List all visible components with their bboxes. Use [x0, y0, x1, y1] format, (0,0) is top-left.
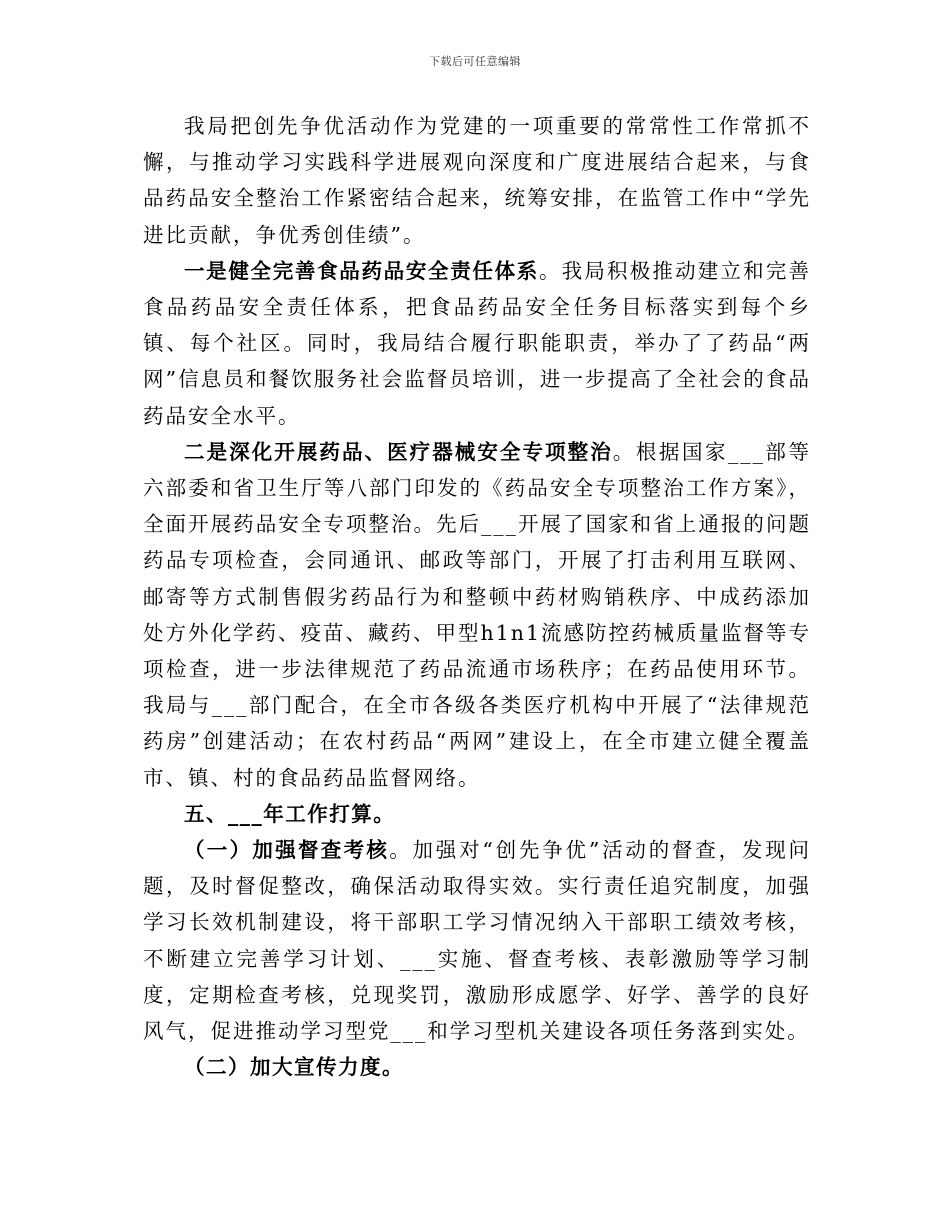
paragraph-text: 。加强对“创先争优”活动的督查，发现问题，及时督促整改，确保活动取得实效。实行责任追究制度，加强学习长效机制建设，将干部职工学习情况纳入干部职工绩效考核，不断建立完善学习计划、___实施、督查考核、表彰激励等学习制度，定期检查考核，兑现奖罚，激励形成愿学、好学、善学的良好风气，促进推动学习型党___和学习型机关建设各项任务落到实处。 [143, 838, 812, 1044]
page-header: 下载后可任意编辑 [429, 55, 521, 68]
paragraph-text: 。根据国家___部等六部委和省卫生厅等八部门印发的《药品安全专项整治工作方案》，全面开展药品安全专项整治。先后___开展了国家和省上通报的问题药品专项检查，会同通讯、邮政等部门，开展了打击利用互联网、邮寄等方式制售假劣药品行为和整顿中药材购销秩序、中成药添加处方外化学药、疫苗、藏药、甲型h1n1流感防控药械质量监督等专项检查，进一步法律规范了药品流通市场秩序；在药品使用环节。我局与___部门配合，在全市各级各类医疗机构中开展了“法律规范药房”创建活动；在农村药品“两网”建设上，在全市建立健全覆盖市、镇、村的食品药品监督网络。 [143, 439, 812, 790]
paragraph-text: 我局把创先争优活动作为党建的一项重要的常常性工作常抓不懈，与推动学习实践科学进展观向深度和广度进展结合起来，与食品药品安全整治工作紧密结合起来，统筹安排，在监管工作中“学先进比贡献，争优秀创佳绩”。 [143, 114, 811, 247]
paragraph-lead: 二是深化开展药品、医疗器械安全专项整治 [184, 439, 613, 464]
document-body [143, 108, 811, 1085]
paragraph-text: 。我局积极推动建立和完善食品药品安全责任体系，把食品药品安全任务目标落实到每个乡镇、每个社区。同时，我局结合履行职能职责，举办了了药品“两网”信息员和餐饮服务社会监督员培训，进一步提高了全社会的食品药品安全水平。 [143, 258, 812, 428]
paragraph-special-rectification [143, 434, 811, 796]
paragraph-lead: 一是健全完善食品药品安全责任体系 [184, 258, 539, 283]
paragraph-responsibility-system [143, 253, 811, 434]
section-heading-publicity: （二）加大宣传力度。 [184, 1055, 404, 1080]
paragraph-supervision [143, 832, 811, 1049]
paragraph-lead: （一）加强督查考核 [184, 838, 390, 863]
paragraph-intro [143, 108, 811, 253]
section-heading-work-plan: 五、___年工作打算。 [184, 801, 396, 826]
